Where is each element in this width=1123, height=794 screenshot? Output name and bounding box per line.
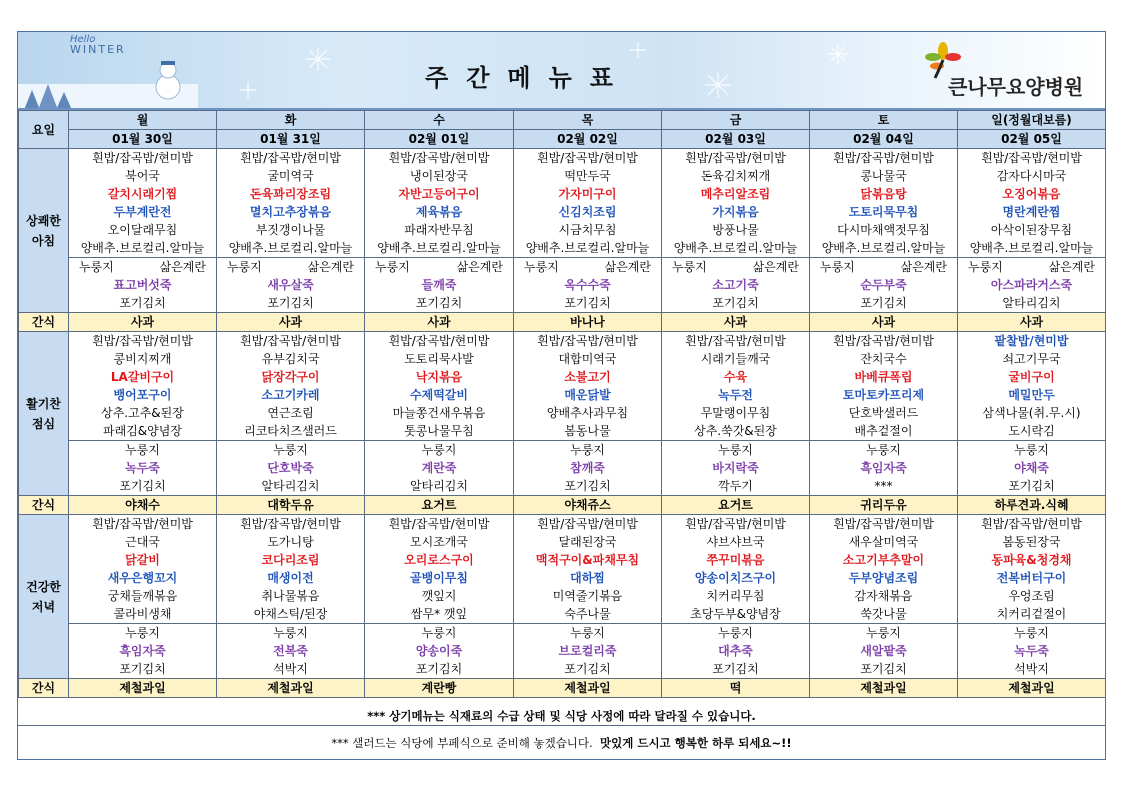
porridge-item: 흑임자죽 <box>69 642 217 660</box>
porridge-pair <box>958 258 1105 276</box>
menu-item: 리코타치즈샐러드 <box>217 422 365 441</box>
notice-greeting: 맛있게 드시고 행복한 하루 되세요~!! <box>600 736 792 750</box>
day-name: 목 <box>514 111 662 130</box>
snack-item: 제철과일 <box>958 679 1106 698</box>
menu-item: 도토리묵무침 <box>810 203 958 221</box>
menu-item: 우엉조림 <box>958 587 1106 605</box>
kimchi-item: 알타리김치 <box>217 477 365 496</box>
menu-item: 낙지볶음 <box>365 368 514 386</box>
porridge-pair <box>810 258 957 276</box>
menu-item: 감자다시마국 <box>958 167 1106 185</box>
kimchi-item: 포기김치 <box>514 477 662 496</box>
day-date: 01월 31일 <box>217 130 365 149</box>
hospital-logo: 큰나무요양병원 <box>948 75 1084 99</box>
porridge-base: 누룽지 <box>365 441 514 460</box>
kimchi-item: 석박지 <box>958 660 1106 679</box>
menu-item: 흰밥/잡곡밥/현미밥 <box>69 149 217 168</box>
porridge-base: 누룽지 <box>810 441 958 460</box>
menu-item: 방풍나물 <box>662 221 810 239</box>
menu-item: 오리로스구이 <box>365 551 514 569</box>
day-date: 02월 03일 <box>662 130 810 149</box>
menu-item: 배추겉절이 <box>810 422 958 441</box>
menu-item: 대하찜 <box>514 569 662 587</box>
kimchi-item: 석박지 <box>217 660 365 679</box>
menu-item: 뱅어포구이 <box>69 386 217 404</box>
porridge-item: 녹두죽 <box>958 642 1106 660</box>
kimchi-item: 포기김치 <box>365 660 514 679</box>
porridge-item: 야채죽 <box>958 459 1106 477</box>
page-title: 주간메뉴표 <box>425 64 631 92</box>
menu-item: 봄동된장국 <box>958 533 1106 551</box>
porridge-base: 누룽지 <box>810 624 958 643</box>
kimchi-item: 포기김치 <box>69 660 217 679</box>
breakfast-row <box>19 239 1106 258</box>
lunch-row <box>19 332 1106 351</box>
day-label: 요일 <box>19 111 69 149</box>
kimchi-item: 알타리김치 <box>365 477 514 496</box>
menu-item: 흰밥/잡곡밥/현미밥 <box>514 149 662 168</box>
menu-item: 떡만두국 <box>514 167 662 185</box>
porridge-item: 들깨죽 <box>365 276 514 294</box>
menu-item: 유부김치국 <box>217 350 365 368</box>
boiled-egg-label: 삶은계란 <box>1048 260 1095 274</box>
menu-item: 흰밥/잡곡밥/현미밥 <box>662 515 810 534</box>
breakfast-kimchi-row <box>19 294 1106 313</box>
menu-item: 콩나물국 <box>810 167 958 185</box>
kimchi-item: 포기김치 <box>810 660 958 679</box>
day-name: 수 <box>365 111 514 130</box>
menu-item: 쑥갓나물 <box>810 605 958 624</box>
menu-item: 파래김&양념장 <box>69 422 217 441</box>
menu-item: 쇠고기무국 <box>958 350 1106 368</box>
breakfast-row <box>19 203 1106 221</box>
menu-item: 흰밥/잡곡밥/현미밥 <box>514 515 662 534</box>
lunch-row <box>19 368 1106 386</box>
porridge-item: 브로컬리죽 <box>514 642 662 660</box>
menu-item: 깻잎지 <box>365 587 514 605</box>
menu-item: 가지볶음 <box>662 203 810 221</box>
menu-item: 치커리무침 <box>662 587 810 605</box>
notice-salad-text: *** 샐러드는 식당에 부페식으로 준비해 놓겠습니다. <box>331 736 593 750</box>
dinner-porridge-header <box>19 624 1106 643</box>
menu-item: 콜라비생채 <box>69 605 217 624</box>
kimchi-item: 포기김치 <box>662 660 810 679</box>
menu-item: 두부양념조림 <box>810 569 958 587</box>
menu-item: 신김치조림 <box>514 203 662 221</box>
menu-item: 닭볶음탕 <box>810 185 958 203</box>
menu-item: 코다리조림 <box>217 551 365 569</box>
porridge-base <box>810 258 958 277</box>
menu-item: 전복버터구이 <box>958 569 1106 587</box>
lunch-row <box>19 422 1106 441</box>
porridge-base: 누룽지 <box>217 441 365 460</box>
breakfast-row <box>19 167 1106 185</box>
day-date: 02월 02일 <box>514 130 662 149</box>
snack-item: 제철과일 <box>514 679 662 698</box>
porridge-base: 누룽지 <box>217 624 365 643</box>
menu-item: LA갈비구이 <box>69 368 217 386</box>
breakfast-label: 상쾌한 아침 <box>19 149 69 313</box>
snack-item: 하루견과.식혜 <box>958 496 1106 515</box>
menu-item: 양배추.브로컬리.알마늘 <box>69 239 217 258</box>
dinner-row <box>19 587 1106 605</box>
snack-item: 사과 <box>662 313 810 332</box>
nurungji-label: 누룽지 <box>820 260 855 274</box>
dinner-row <box>19 605 1106 624</box>
porridge-pair <box>69 258 216 276</box>
menu-item: 흰밥/잡곡밥/현미밥 <box>217 149 365 168</box>
breakfast-porridge-header <box>19 258 1106 277</box>
snack-row <box>19 496 1106 515</box>
dinner-row <box>19 533 1106 551</box>
menu-item: 흰밥/잡곡밥/현미밥 <box>69 515 217 534</box>
snack-item: 대학두유 <box>217 496 365 515</box>
menu-item: 흰밥/잡곡밥/현미밥 <box>217 515 365 534</box>
header-date-row <box>19 130 1106 149</box>
menu-item: 흰밥/잡곡밥/현미밥 <box>69 332 217 351</box>
day-date: 02월 05일 <box>958 130 1106 149</box>
menu-sheet <box>17 31 1106 760</box>
porridge-base: 누룽지 <box>662 441 810 460</box>
dinner-kimchi-row <box>19 660 1106 679</box>
lunch-kimchi-row <box>19 477 1106 496</box>
porridge-pair <box>514 258 661 276</box>
snack-row <box>19 313 1106 332</box>
snack-item: 바나나 <box>514 313 662 332</box>
porridge-base <box>514 258 662 277</box>
porridge-base: 누룽지 <box>514 624 662 643</box>
porridge-item: 소고기죽 <box>662 276 810 294</box>
menu-item: 도토리묵사발 <box>365 350 514 368</box>
winter-banner <box>18 32 1105 110</box>
menu-item: 상추.쑥갓&된장 <box>662 422 810 441</box>
porridge-base <box>365 258 514 277</box>
day-date: 02월 04일 <box>810 130 958 149</box>
menu-item: 톳콩나물무침 <box>365 422 514 441</box>
menu-item: 봄동나물 <box>514 422 662 441</box>
menu-item: 상추.고추&된장 <box>69 404 217 422</box>
menu-item: 치커리겉절이 <box>958 605 1106 624</box>
menu-item: 양배추.브로컬리.알마늘 <box>958 239 1106 258</box>
menu-item: 흰밥/잡곡밥/현미밥 <box>662 332 810 351</box>
menu-item: 흰밥/잡곡밥/현미밥 <box>958 149 1106 168</box>
breakfast-row <box>19 149 1106 168</box>
snack-item: 제철과일 <box>810 679 958 698</box>
lunch-porridge-header <box>19 441 1106 460</box>
porridge-base: 누룽지 <box>958 624 1106 643</box>
kimchi-item: 포기김치 <box>69 294 217 313</box>
menu-item: 토마토카프리제 <box>810 386 958 404</box>
kimchi-item: 포기김치 <box>69 477 217 496</box>
snack-item: 계란빵 <box>365 679 514 698</box>
menu-item: 콩비지찌개 <box>69 350 217 368</box>
menu-item: 닭장각구이 <box>217 368 365 386</box>
lunch-row <box>19 404 1106 422</box>
kimchi-item: 깍두기 <box>662 477 810 496</box>
kimchi-item: 포기김치 <box>958 477 1106 496</box>
snack-item: 사과 <box>810 313 958 332</box>
menu-item: 달래된장국 <box>514 533 662 551</box>
menu-item: 도시락김 <box>958 422 1106 441</box>
lunch-row <box>19 350 1106 368</box>
porridge-item: 흑임자죽 <box>810 459 958 477</box>
menu-item: 숙주나물 <box>514 605 662 624</box>
menu-item: 삼색나물(취.무.시) <box>958 404 1106 422</box>
menu-item: 굴비구이 <box>958 368 1106 386</box>
day-date: 02월 01일 <box>365 130 514 149</box>
dinner-row <box>19 569 1106 587</box>
snack-label: 간식 <box>19 313 69 332</box>
menu-item: 매운닭발 <box>514 386 662 404</box>
boiled-egg-label: 삶은계란 <box>159 260 206 274</box>
snack-item: 사과 <box>217 313 365 332</box>
menu-item: 근대국 <box>69 533 217 551</box>
menu-item: 닭갈비 <box>69 551 217 569</box>
menu-item: 양배추.브로컬리.알마늘 <box>810 239 958 258</box>
boiled-egg-label: 삶은계란 <box>456 260 503 274</box>
menu-item: 돈육김치찌개 <box>662 167 810 185</box>
notes-section <box>18 707 1105 760</box>
menu-item: 두부계란전 <box>69 203 217 221</box>
kimchi-item: 포기김치 <box>365 294 514 313</box>
menu-item: 잔치국수 <box>810 350 958 368</box>
menu-item: 단호박샐러드 <box>810 404 958 422</box>
menu-item: 녹두전 <box>662 386 810 404</box>
menu-item: 메밀만두 <box>958 386 1106 404</box>
snack-item: 요거트 <box>662 496 810 515</box>
snack-item: 떡 <box>662 679 810 698</box>
breakfast-row <box>19 185 1106 203</box>
dinner-row <box>19 551 1106 569</box>
menu-item: 멸치고추장볶음 <box>217 203 365 221</box>
porridge-base: 누룽지 <box>69 441 217 460</box>
menu-item: 양배추.브로컬리.알마늘 <box>514 239 662 258</box>
menu-item: 연근조림 <box>217 404 365 422</box>
boiled-egg-label: 삶은계란 <box>307 260 354 274</box>
menu-item: 흰밥/잡곡밥/현미밥 <box>810 332 958 351</box>
menu-item: 수육 <box>662 368 810 386</box>
nurungji-label: 누룽지 <box>672 260 707 274</box>
menu-item: 마늘쫑건새우볶음 <box>365 404 514 422</box>
menu-item: 흰밥/잡곡밥/현미밥 <box>514 332 662 351</box>
porridge-base: 누룽지 <box>662 624 810 643</box>
porridge-base: 누룽지 <box>958 441 1106 460</box>
menu-item: 도가니탕 <box>217 533 365 551</box>
porridge-item: 녹두죽 <box>69 459 217 477</box>
kimchi-item: 포기김치 <box>810 294 958 313</box>
dinner-label: 건강한 저녁 <box>19 515 69 679</box>
lunch-row <box>19 386 1106 404</box>
porridge-item: 양송이죽 <box>365 642 514 660</box>
porridge-item: 대추죽 <box>662 642 810 660</box>
kimchi-item: 포기김치 <box>514 660 662 679</box>
lunch-porridge-row <box>19 459 1106 477</box>
menu-item: 흰밥/잡곡밥/현미밥 <box>810 515 958 534</box>
menu-item: 소고기부추말이 <box>810 551 958 569</box>
menu-item: 부짓갱이나물 <box>217 221 365 239</box>
menu-item: 흰밥/잡곡밥/현미밥 <box>958 515 1106 534</box>
menu-item: 흰밥/잡곡밥/현미밥 <box>217 332 365 351</box>
breakfast-row <box>19 221 1106 239</box>
porridge-pair <box>662 258 809 276</box>
porridge-base <box>217 258 365 277</box>
menu-item: 양배추.브로컬리.알마늘 <box>217 239 365 258</box>
porridge-base <box>958 258 1106 277</box>
menu-item: 수제떡갈비 <box>365 386 514 404</box>
menu-item: 갈치시래기찜 <box>69 185 217 203</box>
menu-item: 시래기들깨국 <box>662 350 810 368</box>
dinner-porridge-row <box>19 642 1106 660</box>
snack-label: 간식 <box>19 496 69 515</box>
menu-item: 흰밥/잡곡밥/현미밥 <box>365 332 514 351</box>
notice-supply: *** 상기메뉴는 식재료의 수급 상태 및 식당 사정에 따라 달라질 수 있습니다. <box>18 707 1105 726</box>
porridge-item: 표고버섯죽 <box>69 276 217 294</box>
menu-item: 미역줄기볶음 <box>514 587 662 605</box>
menu-item: 대합미역국 <box>514 350 662 368</box>
menu-item: 소고기카레 <box>217 386 365 404</box>
snack-row <box>19 679 1106 698</box>
menu-item: 굴미역국 <box>217 167 365 185</box>
menu-item: 새우살미역국 <box>810 533 958 551</box>
snack-item: 야채쥬스 <box>514 496 662 515</box>
menu-item: 다시마채액젓무침 <box>810 221 958 239</box>
menu-item: 흰밥/잡곡밥/현미밥 <box>662 149 810 168</box>
menu-item: 새우은행꼬지 <box>69 569 217 587</box>
snack-item: 귀리두유 <box>810 496 958 515</box>
menu-item: 매생이전 <box>217 569 365 587</box>
menu-item: 흰밥/잡곡밥/현미밥 <box>365 149 514 168</box>
porridge-item: 전복죽 <box>217 642 365 660</box>
porridge-base <box>69 258 217 277</box>
menu-item: 냉이된장국 <box>365 167 514 185</box>
menu-item: 자반고등어구이 <box>365 185 514 203</box>
menu-item: 아삭이된장무침 <box>958 221 1106 239</box>
kimchi-item: 알타리김치 <box>958 294 1106 313</box>
menu-item: 쭈꾸미볶음 <box>662 551 810 569</box>
snack-item: 사과 <box>69 313 217 332</box>
menu-item: 시금치무침 <box>514 221 662 239</box>
boiled-egg-label: 삶은계란 <box>752 260 799 274</box>
boiled-egg-label: 삶은계란 <box>604 260 651 274</box>
menu-item: 제육볶음 <box>365 203 514 221</box>
nurungji-label: 누룽지 <box>968 260 1003 274</box>
breakfast-porridge-row <box>19 276 1106 294</box>
nurungji-label: 누룽지 <box>375 260 410 274</box>
menu-item: 소불고기 <box>514 368 662 386</box>
menu-item: 흰밥/잡곡밥/현미밥 <box>810 149 958 168</box>
porridge-item: 옥수수죽 <box>514 276 662 294</box>
kimchi-item: 포기김치 <box>662 294 810 313</box>
snack-item: 야채수 <box>69 496 217 515</box>
menu-item: 북어국 <box>69 167 217 185</box>
boiled-egg-label: 삶은계란 <box>900 260 947 274</box>
menu-item: 파래자반무침 <box>365 221 514 239</box>
weekly-menu-table <box>18 110 1106 698</box>
menu-item: 오이달래무침 <box>69 221 217 239</box>
menu-item: 바베큐폭립 <box>810 368 958 386</box>
menu-item: 팥찰밥/현미밥 <box>958 332 1106 351</box>
snack-item: 사과 <box>958 313 1106 332</box>
porridge-item: 단호박죽 <box>217 459 365 477</box>
header-day-row <box>19 111 1106 130</box>
menu-item: 동파육&청경채 <box>958 551 1106 569</box>
menu-item: 흰밥/잡곡밥/현미밥 <box>365 515 514 534</box>
snack-item: 제철과일 <box>217 679 365 698</box>
menu-item: 명란계란찜 <box>958 203 1106 221</box>
kimchi-item: 포기김치 <box>217 294 365 313</box>
menu-item: 감자채볶음 <box>810 587 958 605</box>
porridge-item: 참깨죽 <box>514 459 662 477</box>
day-name: 월 <box>69 111 217 130</box>
nurungji-label: 누룽지 <box>524 260 559 274</box>
kimchi-item: *** <box>810 477 958 496</box>
nurungji-label: 누룽지 <box>79 260 114 274</box>
menu-item: 양배추.브로컬리.알마늘 <box>365 239 514 258</box>
notice-salad <box>18 726 1105 760</box>
menu-item: 메추리알조림 <box>662 185 810 203</box>
menu-item: 양배추사과무침 <box>514 404 662 422</box>
porridge-item: 아스파라거스죽 <box>958 276 1106 294</box>
day-name: 토 <box>810 111 958 130</box>
menu-item: 양송이치즈구이 <box>662 569 810 587</box>
porridge-base: 누룽지 <box>69 624 217 643</box>
menu-item: 모시조개국 <box>365 533 514 551</box>
menu-item: 오징어볶음 <box>958 185 1106 203</box>
winter-text: WINTER <box>70 43 126 56</box>
lunch-label: 활기찬 점심 <box>19 332 69 496</box>
menu-item: 궁채들깨볶음 <box>69 587 217 605</box>
menu-item: 골뱅이무침 <box>365 569 514 587</box>
menu-item: 양배추.브로컬리.알마늘 <box>662 239 810 258</box>
day-name: 화 <box>217 111 365 130</box>
snack-item: 요거트 <box>365 496 514 515</box>
menu-item: 취나물볶음 <box>217 587 365 605</box>
porridge-item: 새알팥죽 <box>810 642 958 660</box>
menu-item: 무말랭이무침 <box>662 404 810 422</box>
menu-item: 쌈무* 깻잎 <box>365 605 514 624</box>
menu-item: 초당두부&양념장 <box>662 605 810 624</box>
menu-item: 가자미구이 <box>514 185 662 203</box>
menu-item: 돈육꽈리장조림 <box>217 185 365 203</box>
snack-item: 제철과일 <box>69 679 217 698</box>
day-name: 금 <box>662 111 810 130</box>
porridge-base: 누룽지 <box>365 624 514 643</box>
kimchi-item: 포기김치 <box>514 294 662 313</box>
porridge-base <box>662 258 810 277</box>
menu-item: 샤브샤브국 <box>662 533 810 551</box>
porridge-item: 새우살죽 <box>217 276 365 294</box>
porridge-item: 바지락죽 <box>662 459 810 477</box>
dinner-row <box>19 515 1106 534</box>
menu-item: 맥적구이&파채무침 <box>514 551 662 569</box>
porridge-pair <box>217 258 364 276</box>
menu-item: 야채스틱/된장 <box>217 605 365 624</box>
day-name: 일(정월대보름) <box>958 111 1106 130</box>
porridge-base: 누룽지 <box>514 441 662 460</box>
porridge-pair <box>365 258 513 276</box>
porridge-item: 계란죽 <box>365 459 514 477</box>
snack-label: 간식 <box>19 679 69 698</box>
nurungji-label: 누룽지 <box>227 260 262 274</box>
hello-text: Hello <box>70 34 96 45</box>
snack-item: 사과 <box>365 313 514 332</box>
day-date: 01월 30일 <box>69 130 217 149</box>
porridge-item: 순두부죽 <box>810 276 958 294</box>
